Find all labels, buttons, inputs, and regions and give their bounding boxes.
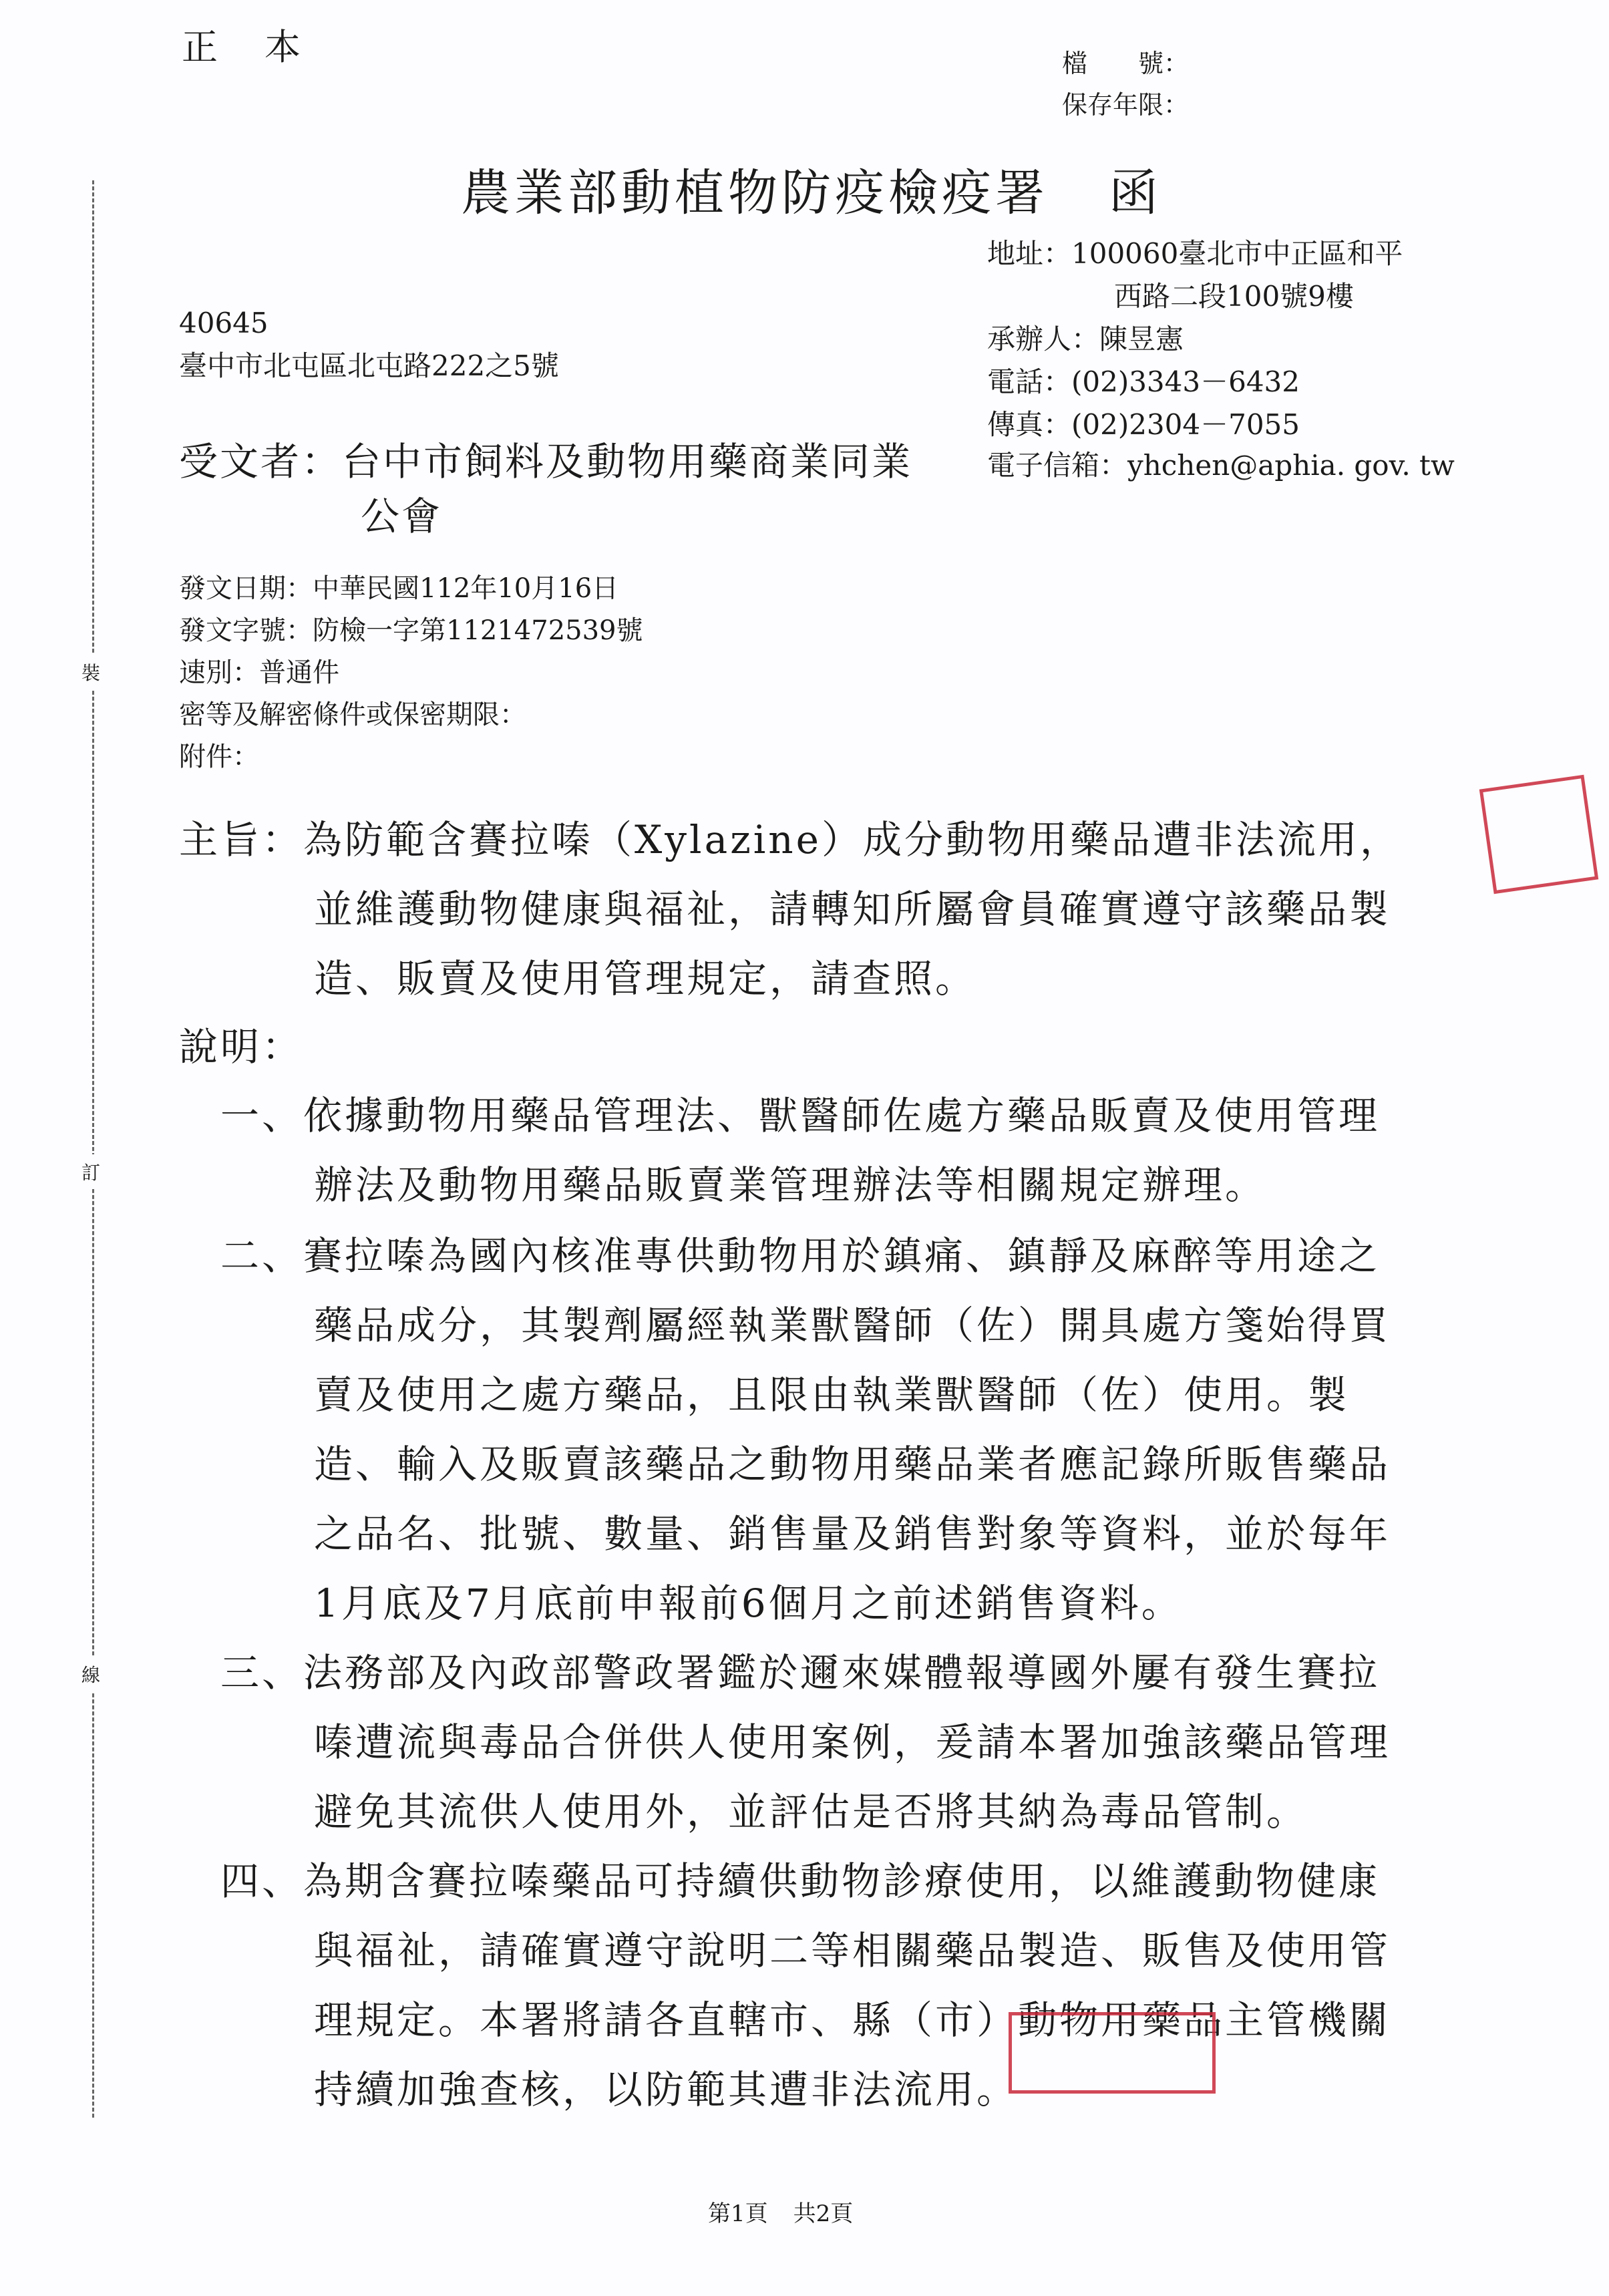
document-title <box>461 154 1162 224</box>
document-number: 發文字號：防檢一字第1121472539號 <box>179 615 643 646</box>
page-number: 第1頁 <box>708 2200 768 2227</box>
binding-mark-xian: 線 <box>81 1657 100 1691</box>
item-line: 辦法及動物用藥品販賣業管理辦法等相關規定辦理。 <box>314 1162 1267 1208</box>
email: 電子信箱：yhchen@aphia. gov. tw <box>987 449 1455 482</box>
explanation-item-2 <box>220 1221 1391 1638</box>
attachment: 附件： <box>179 742 259 772</box>
document-type: 函 <box>1109 164 1162 222</box>
item-line: 二、賽拉嗪為國內核准專供動物用於鎮痛、鎮靜及麻醉等用途之 <box>220 1233 1381 1279</box>
sender-address-line2: 西路二段100號9樓 <box>1114 280 1354 313</box>
subject <box>179 805 1401 1013</box>
agency-name: 農業部動植物防疫檢疫署 <box>461 164 1049 222</box>
explanation-label: 說明： <box>179 1024 304 1070</box>
item-line: 四、為期含賽拉嗪藥品可持續供動物診療使用，以維護動物健康 <box>220 1858 1381 1904</box>
explanation-item-3 <box>220 1638 1391 1846</box>
urgency: 速別：普通件 <box>179 657 339 688</box>
official-seal <box>1009 2012 1216 2094</box>
officer: 承辦人：陳昱憲 <box>987 323 1184 355</box>
item-line: 避免其流供人使用外，並評估是否將其納為毒品管制。 <box>314 1789 1308 1834</box>
phone: 電話：(02)3343－6432 <box>987 365 1300 398</box>
recipient-street: 臺中市北屯區北屯路222之5號 <box>179 349 559 382</box>
item-line: 理規定。本署將請各直轄市、縣（市）動物用藥品主管機關 <box>314 1997 1391 2043</box>
recipient-address <box>179 302 559 387</box>
item-line: 藥品成分，其製劑屬經執業獸醫師（佐）開具處方箋始得買 <box>314 1303 1391 1348</box>
binding-line <box>92 180 94 2118</box>
item-line: 賣及使用之處方藥品，且限由執業獸醫師（佐）使用。製 <box>314 1372 1350 1418</box>
item-line: 一、依據動物用藥品管理法、獸醫師佐處方藥品販賣及使用管理 <box>220 1093 1381 1138</box>
copy-mark: 正本 <box>182 26 347 68</box>
subject-line: 造、販賣及使用管理規定，請查照。 <box>314 956 977 1001</box>
page-footer <box>708 2195 878 2228</box>
retention-label: 保存年限： <box>1062 90 1190 120</box>
file-number-label: 檔 號： <box>1062 49 1190 78</box>
issue-date: 發文日期：中華民國112年10月16日 <box>179 573 619 604</box>
sender-contact <box>987 232 1403 446</box>
subject-line: 並維護動物健康與福祉，請轉知所屬會員確實遵守該藥品製 <box>314 886 1391 932</box>
binding-mark-zhuang: 裝 <box>81 655 100 689</box>
recipient <box>179 434 912 544</box>
subject-line: 主旨：為防範含賽拉嗪（Xylazine）成分動物用藥品遭非法流用， <box>179 817 1401 862</box>
item-line: 嗪遭流與毒品合併供人使用案例，爰請本署加強該藥品管理 <box>314 1719 1391 1765</box>
item-line: 1月底及7月底前申報前6個月之前述銷售資料。 <box>314 1581 1183 1626</box>
explanation-item-1 <box>220 1081 1380 1220</box>
page-total: 共2頁 <box>793 2200 854 2227</box>
sender-address-line1: 地址：100060臺北市中正區和平 <box>987 237 1403 270</box>
security-level: 密等及解密條件或保密期限： <box>179 699 526 730</box>
item-line: 與福祉，請確實遵守說明二等相關藥品製造、販售及使用管 <box>314 1928 1391 1973</box>
file-meta <box>1062 43 1189 126</box>
item-line: 之品名、批號、數量、銷售量及銷售對象等資料，並於每年 <box>314 1511 1391 1556</box>
binding-mark-ding: 訂 <box>81 1154 100 1189</box>
item-line: 造、輸入及販賣該藥品之動物用藥品業者應記錄所販售藥品 <box>314 1442 1391 1487</box>
recipient-line1: 受文者：台中市飼料及動物用藥商業同業 <box>179 439 913 484</box>
item-line: 三、法務部及內政部警政署鑑於邇來媒體報導國外屢有發生賽拉 <box>220 1650 1381 1695</box>
item-line: 持續加強查核，以防範其遭非法流用。 <box>314 2067 1019 2112</box>
recipient-line2: 公會 <box>361 494 443 539</box>
official-seal <box>1479 775 1598 894</box>
document-meta <box>179 568 643 778</box>
fax: 傳真：(02)2304－7055 <box>987 408 1300 441</box>
postal-code: 40645 <box>179 307 269 339</box>
